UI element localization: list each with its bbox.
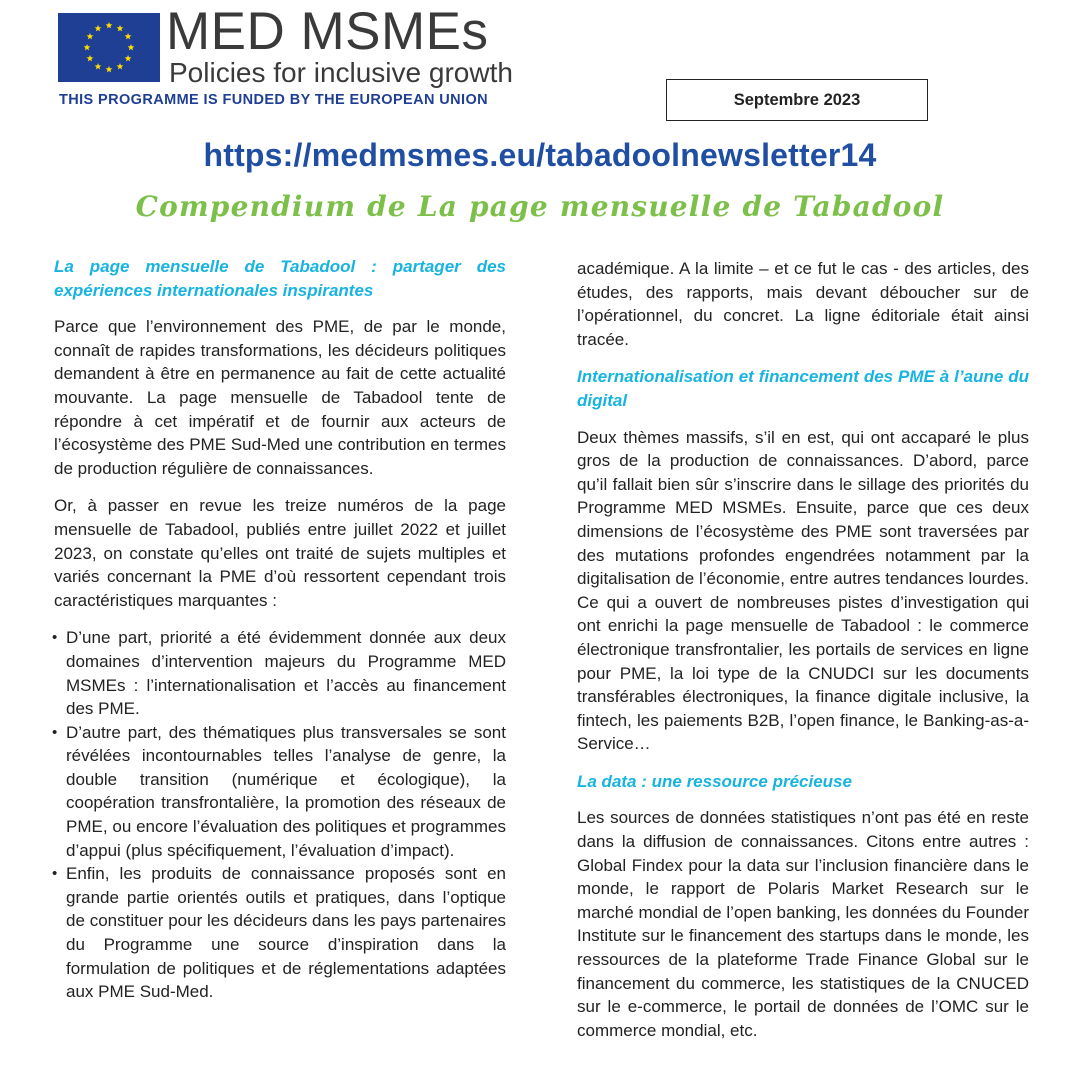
paragraph-data-sources: Les sources de données statistiques n’ont pas été en reste dans la diffusion de connaissances. Citons entre autres : Global Findex pour la data sur l’inclusion financière dans le monde, le rapport de Polaris Market Research sur le marché mondial de l’open banking, les données du Founder Institute sur le financement des startups dans le monde, les ressources de la plateforme Trade Finance Global sur le financement du commerce, les statistiques de la CNUCED sur le e-commerce, le portail de données de l’OMC sur le commerce mondial, etc. — [577, 808, 1029, 1040]
bullet-icon: • — [52, 865, 58, 883]
eu-star-icon — [125, 55, 132, 62]
eu-star-icon — [106, 66, 113, 73]
left-column — [54, 255, 506, 1004]
section-heading-tabadool: La page mensuelle de Tabadool : partager des expériences internationales inspirantes — [54, 257, 506, 300]
list-item: • D’autre part, des thématiques plus transversales se sont révélées incontournables telles l’analyse de genre, la double transition (numérique et écologique), la coopération transfrontalière, la promotion des réseaux de PME, ou encore l’évaluation des politiques et programmes d’appui (plus spécifiquement, l’évaluation d’impact). — [52, 722, 506, 860]
eu-star-icon — [125, 33, 132, 40]
eu-star-icon — [95, 63, 102, 70]
eu-star-icon — [84, 44, 91, 51]
eu-star-icon — [117, 63, 124, 70]
eu-star-icon — [87, 33, 94, 40]
eu-star-icon — [95, 25, 102, 32]
list-item: • D’une part, priorité a été évidemment donnée aux deux domaines d’intervention majeurs du Programme MED MSMEs : l’internationalisation et l’accès au financement des PME. — [52, 628, 506, 719]
funded-by-notice: THIS PROGRAMME IS FUNDED BY THE EUROPEAN UNION — [59, 92, 488, 108]
brand-subtitle: Policies for inclusive growth — [169, 57, 513, 88]
section-heading-internationalisation: Internationalisation et financement des PME à l’aune du digital — [577, 367, 1029, 410]
eu-star-icon — [128, 44, 135, 51]
bullet-icon: • — [52, 629, 58, 647]
eu-stars-icon — [58, 13, 160, 82]
compendium-title: Compendium de La page mensuelle de Tabadool — [135, 190, 945, 223]
eu-star-icon — [117, 25, 124, 32]
characteristics-list — [54, 626, 506, 1004]
paragraph-overview: Or, à passer en revue les treize numéros de la page mensuelle de Tabadool, publiés entre juillet 2022 et juillet 2023, on constate qu’elles ont traité de sujets multiples et variés concernant la PME d’où ressortent cependant trois caractéristiques marquantes : — [54, 496, 506, 610]
eu-star-icon — [87, 55, 94, 62]
eu-flag-logo — [58, 13, 160, 82]
brand-title: MED MSMEs — [166, 2, 489, 61]
eu-star-icon — [106, 22, 113, 29]
date-badge — [666, 79, 928, 121]
section-heading-data: La data : une ressource précieuse — [577, 771, 852, 791]
paragraph-themes: Deux thèmes massifs, s’il en est, qui ont accaparé le plus gros de la production de connaissances. D’abord, parce qu’il fallait bien sûr s’inscrire dans le sillage des priorités du Programme MED MSMEs. Ensuite, parce que ces deux dimensions de l’écosystème des PME sont traversées par des mutations profondes engendrées notamment par la digitalisation de l’économie, entre autres tendances lourdes. Ce qui a ouvert de nombreuses pistes d’investigation qui ont enrichi la page mensuelle de Tabadool : le commerce électronique transfrontalier, les portails de services en ligne pour PME, la loi type de la CNUDCI sur les documents transférables électroniques, la finance digitale inclusive, la fintech, les paiements B2B, l’open finance, le Banking-as-a-Service… — [577, 427, 1029, 754]
list-item: • Enfin, les produits de connaissance proposés sont en grande partie orientés outils et pratiques, dans l’optique de constituer pour les décideurs dans les pays partenaires du Programme une source d’inspiration dans la formulation de politiques et de réglementations adaptées aux PME Sud-Med. — [52, 864, 506, 1002]
paragraph-intro: Parce que l’environnement des PME, de par le monde, connaît de rapides transformations, les décideurs politiques demandent à être en permanence au fait de cette actualité mouvante. La page mensuelle de Tabadool tente de répondre à cet impératif et de fournir aux acteurs de l’écosystème des PME Sud-Med une contribution en termes de production régulière de connaissances. — [54, 317, 506, 478]
paragraph-continuation: académique. A la limite – et ce fut le cas - des articles, des études, des rapports, mais devant déboucher sur de l’opérationnel, du concret. La ligne éditoriale était ainsi tracée. — [577, 259, 1029, 349]
right-column — [577, 257, 1029, 1056]
bullet-icon: • — [52, 723, 58, 741]
page-header — [0, 0, 1080, 240]
newsletter-link[interactable]: https://medmsmes.eu/tabadoolnewsletter14 — [203, 137, 877, 173]
date-text: Septembre 2023 — [733, 90, 861, 109]
